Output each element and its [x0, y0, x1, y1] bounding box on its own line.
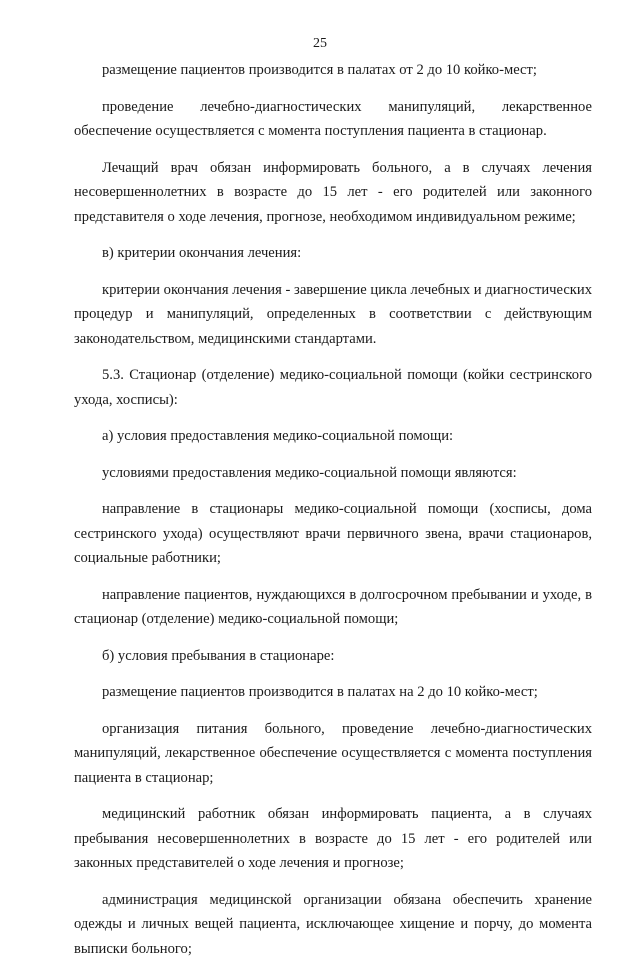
paragraph-placement-2-10: размещение пациентов производится в палатах от 2 до 10 койко-мест; — [102, 62, 537, 78]
paragraph-worker-inform: медицинский работник обязан информировать пациента, а в случаях пребывания несовершеннолетних в возрасте до 15 лет - его родителей или законных представителей о ходе лечения и прогнозе; — [74, 806, 592, 871]
paragraph-nutrition: организация питания больного, проведение лечебно-диагностических манипуляций, лекарственное обеспечение осуществляется с момента поступления пациента в стационар; — [74, 720, 592, 786]
paragraph-end-criteria: критерии окончания лечения - завершение цикла лечебных и диагностических процедур и манипуляций, определенных в соответствии с действующим законодательством, медицинскими стандартами. — [74, 281, 592, 347]
paragraph-section-5-3: 5.3. Стационар (отделение) медико-социальной помощи (койки сестринского ухода, хосписы): — [74, 367, 592, 408]
paragraph-referral-hospices: направление в стационары медико-социальной помощи (хосписы, дома сестринского ухода) осуществляют врачи первичного звена, врачи стационаров, социальные работники; — [74, 501, 592, 566]
paragraph-heading-a: а) условия предоставления медико-социальной помощи: — [102, 428, 454, 444]
paragraph-heading-b: б) условия пребывания в стационаре: — [102, 647, 335, 664]
paragraph-doctor-inform: Лечащий врач обязан информировать больного, а в случаях лечения несовершеннолетних в возрасте до 15 лет - его родителей или законного представителя о ходе лечения, прогнозе, необходимом индивидуальном режиме; — [74, 159, 592, 225]
paragraph-belongings: администрация медицинской организации обязана обеспечить хранение одежды и личных вещей пациента, исключающее хищение и порчу, до момента выписки больного; — [74, 891, 592, 957]
paragraph-placement-na-2-10: размещение пациентов производится в палатах на 2 до 10 койко-мест; — [102, 684, 538, 700]
page-number: 25 — [313, 36, 327, 51]
paragraph-diagnostics-supply: проведение лечебно-диагностических манипуляций, лекарственное обеспечение осуществляется с момента поступления пациента в стационар. — [74, 98, 592, 139]
paragraph-conditions-intro: условиями предоставления медико-социальной помощи являются: — [102, 464, 517, 481]
document-body — [74, 58, 592, 973]
paragraph-referral-longterm: направление пациентов, нуждающихся в долгосрочном пребывании и уходе, в стационар (отделение) медико-социальной помощи; — [74, 586, 592, 627]
paragraph-heading-v: в) критерии окончания лечения: — [102, 245, 302, 261]
